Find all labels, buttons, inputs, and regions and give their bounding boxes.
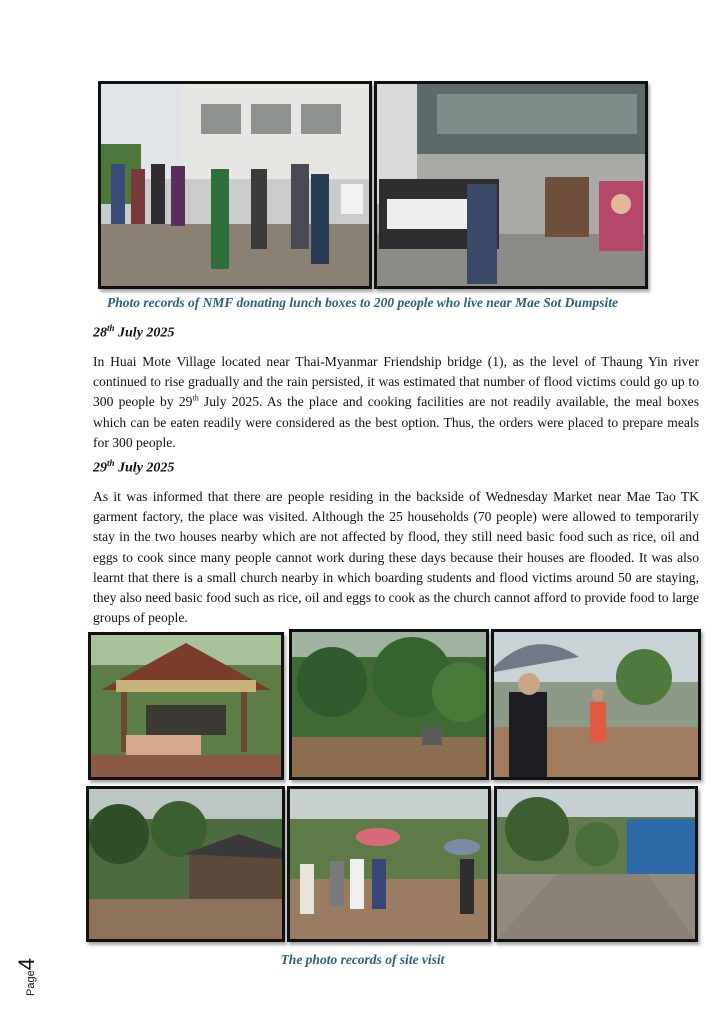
page-number-label — [14, 948, 38, 996]
date-day: 28 — [93, 325, 107, 341]
date-heading-28-july — [93, 323, 174, 342]
photo-wooden-shelter — [88, 632, 284, 780]
photo-flooded-village — [86, 786, 285, 942]
caption-top: Photo records of NMF donating lunch boxes to 200 people who live near Mae Sot Dumpsite — [107, 295, 618, 310]
photo-flooded-trees — [289, 629, 489, 780]
date-rest: July 2025 — [114, 325, 175, 341]
paragraph-28-july-part-a: In Huai Mote Village located near Thai-Myanmar Friendship bridge (1), as the level of Thaung Yin river continued to rise gradually and the rain persisted, it was estimated that number of flood victims could go up to 300 people by 29 — [93, 354, 699, 410]
paragraph-28-july-part-b: July 2025. As the place and cooking facilities are not readily available, the meal boxes which can be eaten readily were considered as the best option. Thus, the orders were placed to prepare meals for 300 people. — [93, 394, 699, 450]
photo-umbrella-flooded-road — [491, 629, 701, 780]
paragraph-29-july: As it was informed that there are people residing in the backside of Wednesday Market near Mae Tao TK garment factory, the place was visited. Although the 25 households (70 people) were allowed to temporarily stay in the two houses nearby which are not affected by flood, they still need basic food such as rice, oil and eggs to cook since many people cannot work during these days because their houses are flooded. It was also learnt that there is a small church nearby in which boarding students and flood victims around 50 are staying, they also need basic food such as rice, oil and eggs to cook as the church cannot afford to provide food to large groups of people. — [93, 489, 699, 626]
date-suffix: th — [107, 458, 115, 468]
date-suffix: th — [107, 323, 115, 333]
page-label-word: Page — [25, 970, 37, 996]
page-number: 4 — [14, 958, 39, 971]
paragraph-28-july-sup: th — [192, 393, 199, 403]
photo-flooded-lane — [494, 786, 698, 942]
photo-group-umbrellas — [287, 786, 491, 942]
date-heading-29-july — [93, 458, 174, 477]
paragraph-28-july — [93, 352, 699, 453]
photo-lunch-truck — [374, 81, 648, 289]
photo-lunch-queue — [98, 81, 372, 289]
date-day: 29 — [93, 460, 107, 476]
date-rest: July 2025 — [114, 460, 175, 476]
caption-bottom: The photo records of site visit — [280, 952, 445, 967]
